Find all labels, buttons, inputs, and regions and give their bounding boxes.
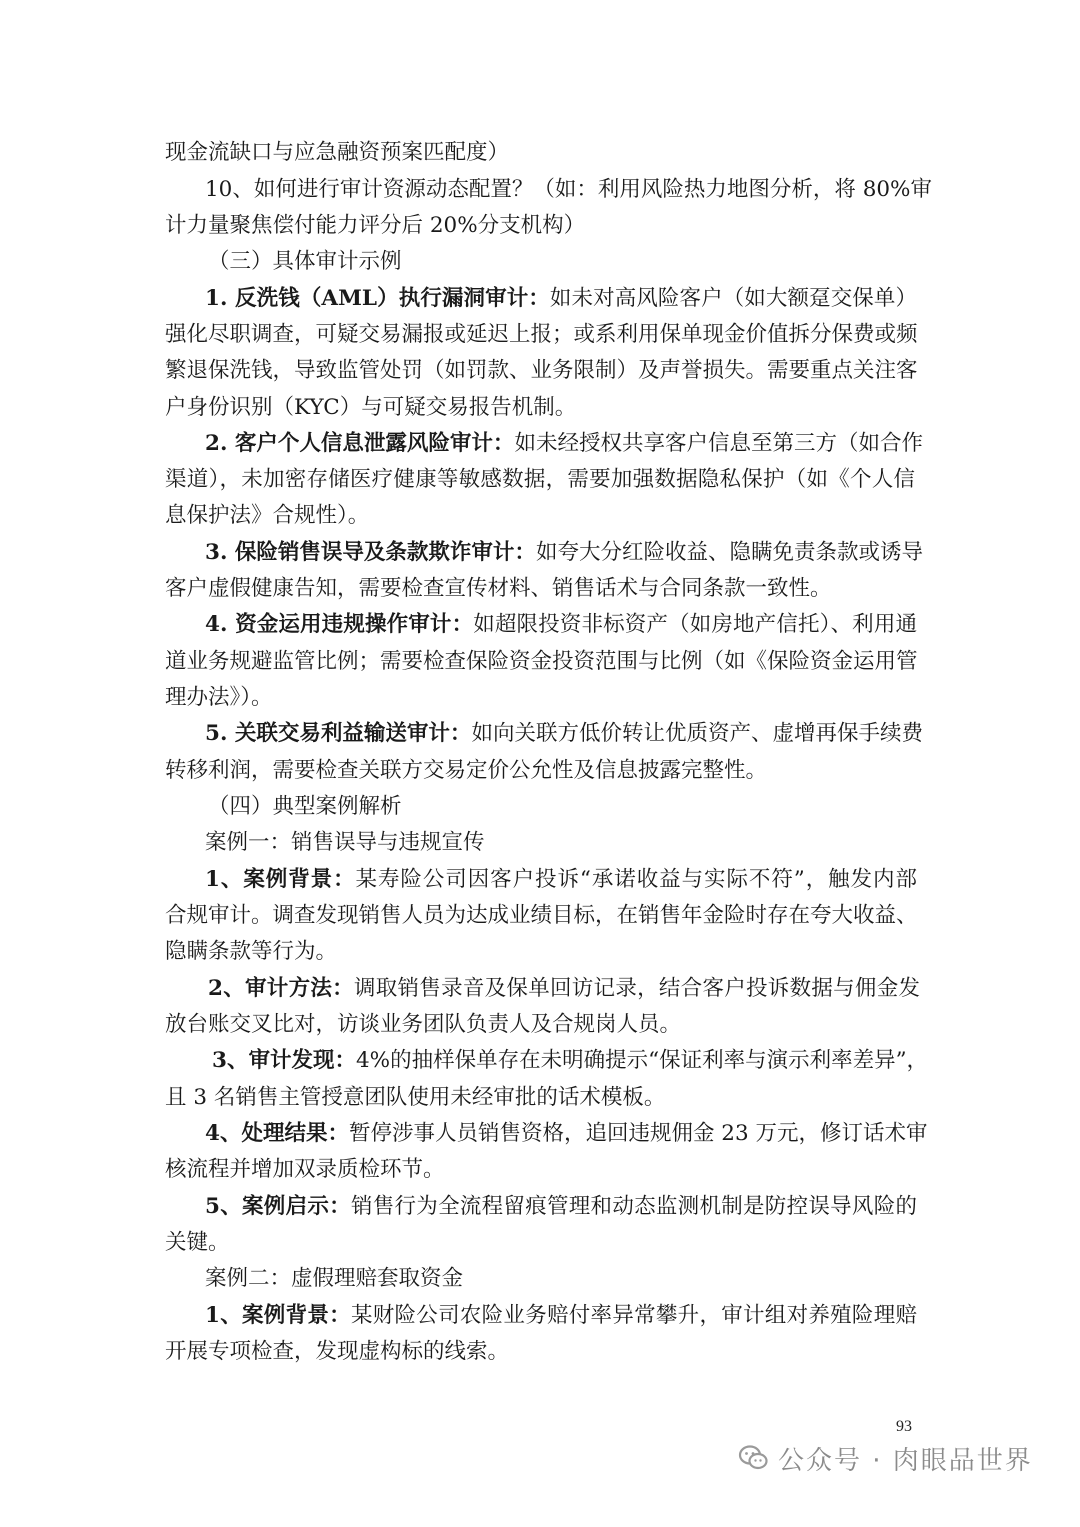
text-line: 道业务规避监管比例；需要检查保险资金投资范围与比例（如《保险资金运用管	[165, 649, 918, 674]
text-line: 强化尽职调查，可疑交易漏报或延迟上报；或系利用保单现金价值拆分保费或频	[165, 322, 918, 347]
text-line: 转移利润，需要检查关联方交易定价公允性及信息披露完整性。	[165, 758, 768, 783]
item-text: 如超限投资非标资产（如房地产信托）、利用通	[473, 612, 917, 637]
item-title: 3、审计发现：	[212, 1048, 356, 1073]
text-line: 且 3 名销售主管授意团队使用未经审批的话术模板。	[165, 1085, 666, 1110]
item-title: 1、案例背景：	[205, 867, 356, 892]
text-line	[205, 431, 923, 456]
item-title: 3. 保险销售误导及条款欺诈审计：	[205, 540, 536, 565]
text-line: 息保护法》合规性）。	[165, 503, 370, 528]
wechat-icon	[738, 1444, 768, 1472]
text-line	[205, 613, 917, 637]
item-title: 4. 资金运用违规操作审计：	[205, 612, 474, 637]
text-line	[205, 287, 917, 311]
case-heading: 案例二：虚假理赔套取资金	[205, 1266, 464, 1291]
item-title: 1. 反洗钱（AML）执行漏洞审计：	[205, 286, 550, 311]
text-line	[205, 868, 917, 892]
item-title: 5、案例启示：	[205, 1194, 351, 1219]
text-line: 隐瞒条款等行为。	[165, 939, 338, 964]
item-title: 4、处理结果：	[205, 1121, 349, 1146]
page-number: 93	[896, 1418, 912, 1435]
item-text: 如未对高风险客户（如大额趸交保单）	[549, 286, 917, 311]
text-line	[205, 1195, 917, 1219]
text-line: 放台账交叉比对，访谈业务团队负责人及合规岗人员。	[165, 1012, 682, 1037]
item-title: 1、案例背景：	[205, 1303, 351, 1328]
text-line: 计力量聚焦偿付能力评分后 20%分支机构）	[165, 213, 586, 238]
text-line	[205, 1121, 928, 1146]
text-line: 合规审计。调查发现销售人员为达成业绩目标，在销售年金险时存在夸大收益、	[165, 903, 918, 928]
text-line: 开展专项检查，发现虚构标的线索。	[165, 1339, 510, 1364]
item-text: 某寿险公司因客户投诉“承诺收益与实际不符”，触发内部	[355, 867, 917, 892]
text-line: 现金流缺口与应急融资预案匹配度）	[165, 140, 510, 165]
text-line	[212, 1048, 929, 1073]
text-line	[205, 1304, 917, 1328]
text-line: 繁退保洗钱，导致监管处罚（如罚款、业务限制）及声誉损失。需要重点关注客	[165, 358, 918, 383]
text-line	[205, 721, 923, 746]
item-title: 5. 关联交易利益输送审计：	[205, 721, 472, 746]
item-text: 销售行为全流程留痕管理和动态监测机制是防控误导风险的	[350, 1194, 917, 1219]
item-text: 如未经授权共享客户信息至第三方（如合作	[514, 431, 923, 456]
item-text: 如向关联方低价转让优质资产、虚增再保手续费	[471, 721, 923, 746]
watermark	[738, 1436, 1033, 1480]
item-text: 暂停涉事人员销售资格，追回违规佣金 23 万元，修订话术审	[348, 1121, 928, 1146]
section-heading: （三）具体审计示例	[208, 249, 402, 274]
item-text: 某财险公司农险业务赔付率异常攀升，审计组对养殖险理赔	[350, 1303, 917, 1328]
text-line: 客户虚假健康告知，需要检查宣传材料、销售话术与合同条款一致性。	[165, 576, 832, 601]
text-line: 10、如何进行审计资源动态配置？（如：利用风险热力地图分析，将 80%审	[205, 177, 932, 202]
text-line: 户身份识别（KYC）与可疑交易报告机制。	[165, 395, 577, 420]
watermark-text: 公众号 · 肉眼品世界	[778, 1445, 1033, 1476]
text-line: 渠道），未加密存储医疗健康等敏感数据，需要加强数据隐私保护（如《个人信	[165, 467, 915, 492]
section-heading: （四）典型案例解析	[208, 794, 402, 819]
text-line: 理办法》）。	[165, 685, 273, 710]
item-text: 4%的抽样保单存在未明确提示“保证利率与演示利率差异”，	[355, 1048, 929, 1073]
item-text: 调取销售录音及保单回访记录，结合客户投诉数据与佣金发	[353, 976, 920, 1001]
item-title: 2、审计方法：	[208, 976, 354, 1001]
case-heading: 案例一：销售误导与违规宣传	[205, 830, 485, 855]
text-line: 关键。	[165, 1230, 230, 1255]
text-line: 核流程并增加双录质检环节。	[165, 1157, 445, 1182]
text-line	[208, 977, 920, 1001]
item-text: 如夸大分红险收益、隐瞒免责条款或诱导	[535, 540, 923, 565]
text-line	[205, 540, 923, 565]
item-title: 2. 客户个人信息泄露风险审计：	[205, 431, 515, 456]
